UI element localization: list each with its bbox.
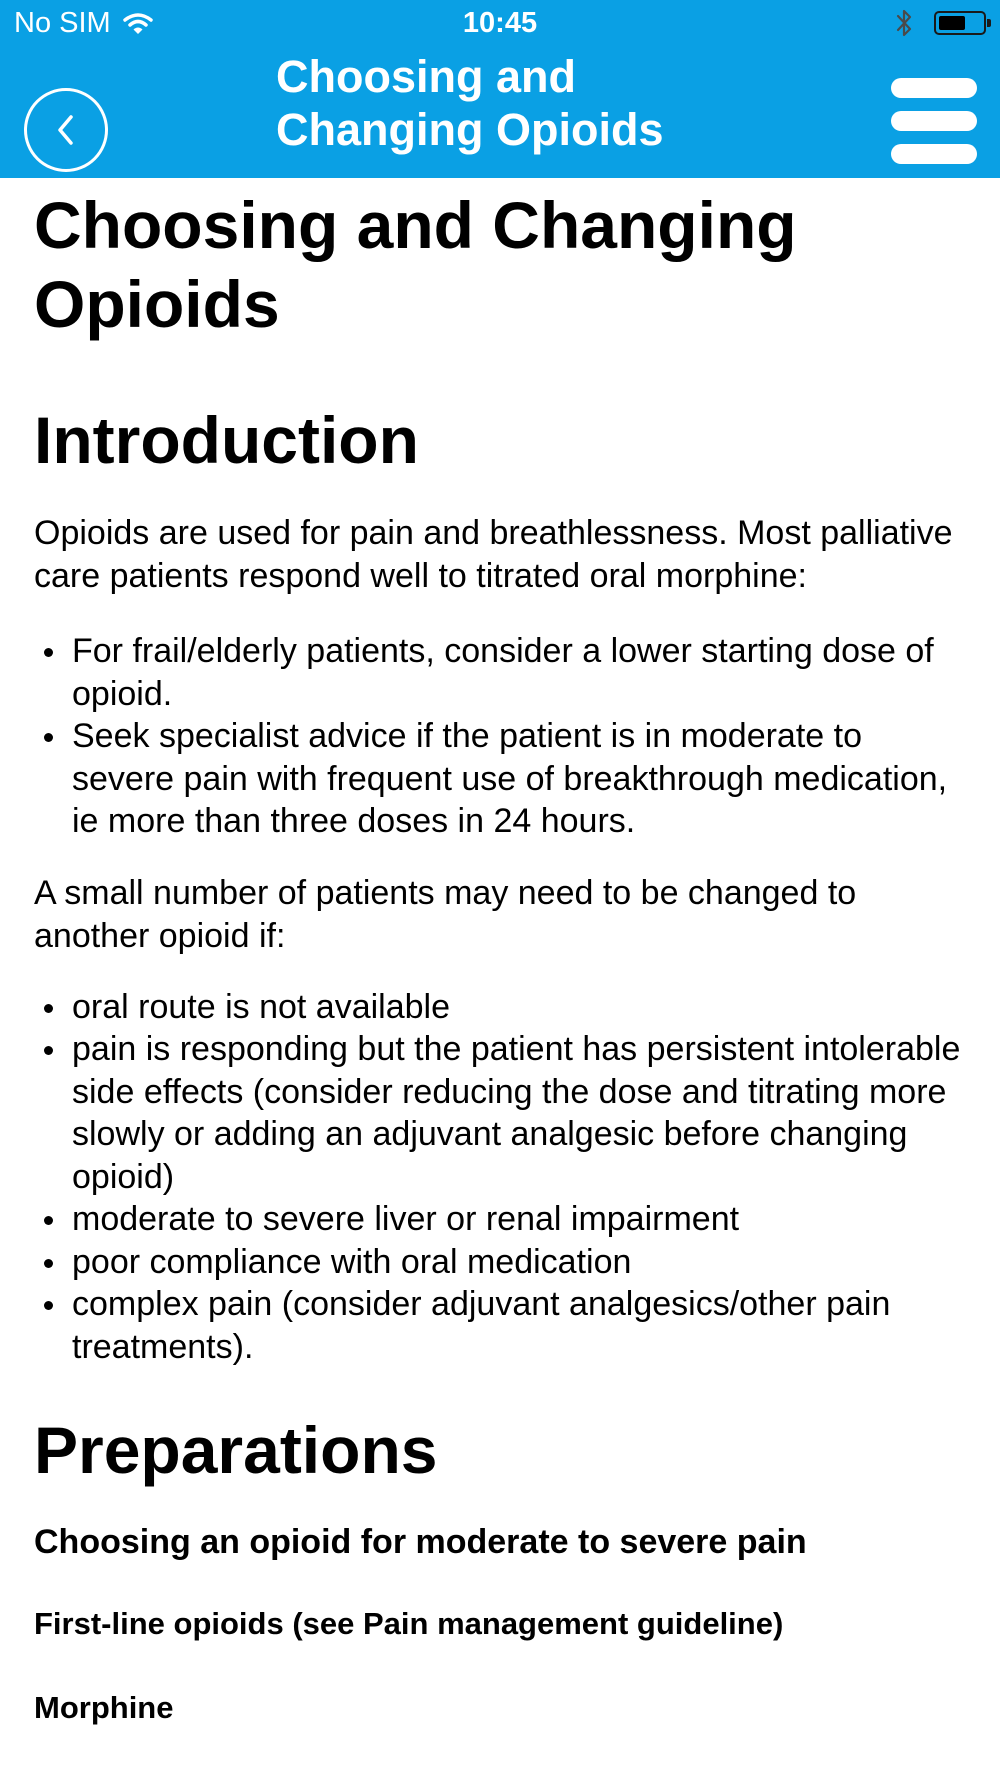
list-item: For frail/elderly patients, consider a lower starting dose of opioid.	[34, 630, 964, 715]
list-item: poor compliance with oral medication	[34, 1241, 964, 1284]
status-bar-right	[894, 8, 986, 38]
list-item: complex pain (consider adjuvant analgesics/other pain treatments).	[34, 1283, 964, 1368]
article-content	[34, 186, 964, 1728]
nav-title-line-1: Choosing and	[276, 51, 576, 102]
nav-title	[276, 50, 796, 156]
intro-bullet-list	[34, 630, 964, 843]
subheading-first-line-opioids: First-line opioids (see Pain management guideline)	[34, 1606, 784, 1641]
section-heading-preparations: Preparations	[34, 1413, 438, 1487]
intro-paragraph: Opioids are used for pain and breathlessness. Most palliative care patients respond well to titrated oral morphine:	[34, 514, 953, 595]
carrier-label: No SIM	[14, 7, 111, 39]
menu-button[interactable]	[891, 78, 977, 168]
change-paragraph: A small number of patients may need to be changed to another opioid if:	[34, 873, 857, 955]
list-item: pain is responding but the patient has persistent intolerable side effects (consider reducing the dose and titrating more slowly or adding an adjuvant analgesic before changing opioid)	[34, 1028, 964, 1198]
status-time: 10:45	[462, 7, 538, 39]
list-item: moderate to severe liver or renal impairment	[34, 1198, 964, 1241]
change-bullet-list	[34, 986, 964, 1369]
bluetooth-icon	[894, 8, 914, 38]
back-button[interactable]	[24, 88, 108, 172]
battery-icon	[934, 11, 986, 35]
list-item: Seek specialist advice if the patient is in moderate to severe pain with frequent use of breakthrough medication, ie more than three doses in 24 hours.	[34, 715, 964, 843]
list-item: oral route is not available	[34, 986, 964, 1029]
chevron-left-icon	[51, 113, 81, 147]
nav-title-line-2: Changing Opioids	[276, 104, 664, 155]
section-heading-introduction: Introduction	[34, 403, 419, 477]
subheading-morphine: Morphine	[34, 1690, 174, 1725]
page-title: Choosing and Changing Opioids	[34, 188, 797, 341]
nav-bar	[0, 48, 1000, 178]
subheading-choosing-opioid: Choosing an opioid for moderate to severe pain	[34, 1523, 807, 1561]
status-bar	[0, 0, 1000, 48]
